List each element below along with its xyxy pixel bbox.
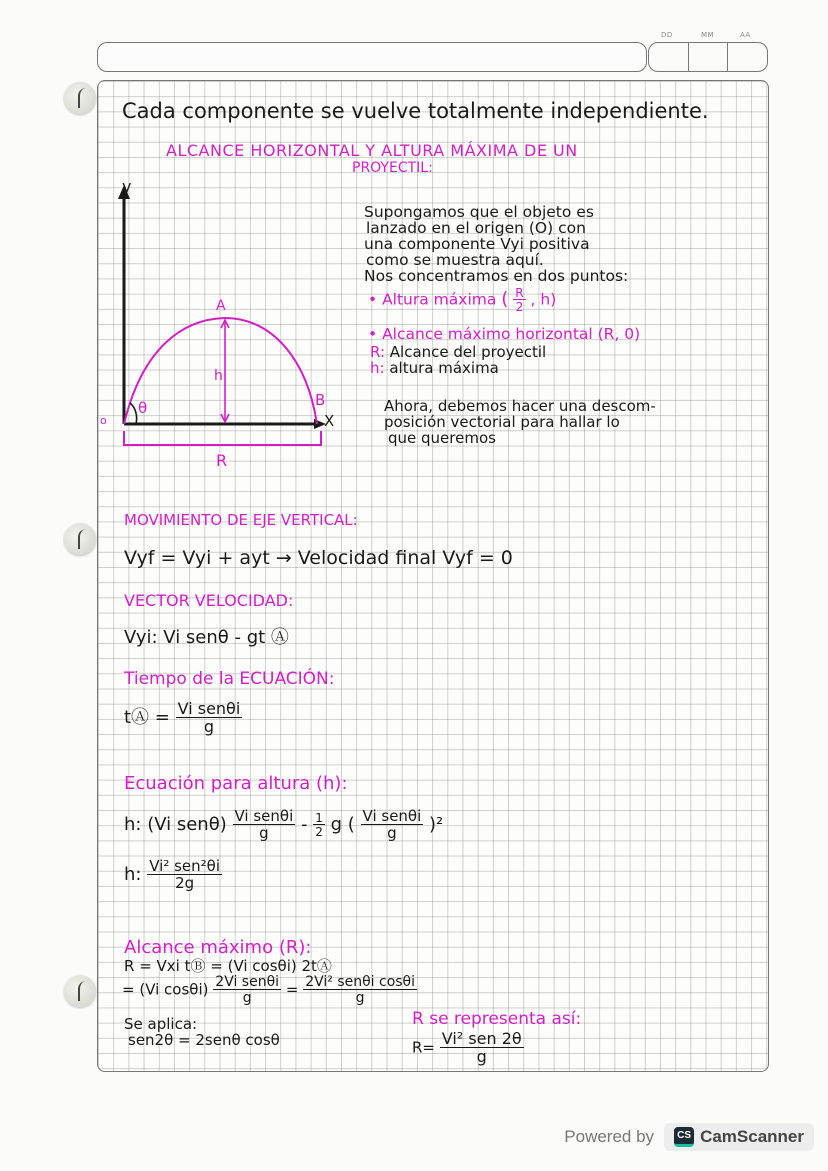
- y-axis: [118, 185, 130, 424]
- grid-page: [97, 80, 769, 1072]
- intro-text: Cada componente se vuelve totalmente independiente.: [122, 99, 709, 123]
- time-fraction: $\frac{\text{Vi senθi}}{g}$: [177, 699, 241, 736]
- binder-hole-middle: [64, 523, 96, 555]
- powered-by-text: Powered by: [564, 1127, 655, 1146]
- section-title-line1: ALCANCE HORIZONTAL Y ALTURA MÁXIMA DE UN: [166, 141, 578, 160]
- point-a-max-height: • Altura máxima ( $\frac{R}{2}$ , h): [368, 286, 557, 314]
- camscanner-badge: [664, 1123, 814, 1151]
- range-equation-1: R = Vxi tⒷ = (Vi cosθi) 2tⒶ: [124, 957, 332, 975]
- camscanner-brand: CamScanner: [700, 1127, 804, 1146]
- diagram-label-range: R: [216, 451, 228, 470]
- description-line-5: Nos concentramos en dos puntos:: [364, 267, 629, 285]
- date-field: [648, 42, 768, 72]
- binder-hole-bottom: [64, 975, 96, 1007]
- diagram-label-landing: B: [315, 391, 326, 409]
- decomposition-line-3: que queremos: [388, 429, 496, 447]
- height-equation-expanded: h: (Vi senθ) $\frac{\text{Vi senθi}}{g}$ - $\frac{1}{2}$ g ( $\frac{\text{Vi senθi}}{g}$ )²: [124, 807, 444, 842]
- angle-arc: [130, 403, 137, 424]
- vertical-motion-title: MOVIMIENTO DE EJE VERTICAL:: [124, 511, 358, 529]
- point-b-max-range: • Alcance máximo horizontal (R, 0): [368, 325, 641, 343]
- definition-r: R: Alcance del proyectil: [370, 343, 547, 361]
- diagram-label-x: X: [324, 412, 335, 430]
- double-angle-identity: sen2θ = 2senθ cosθ: [128, 1031, 280, 1049]
- range-equation-2: = (Vi cosθi) $\frac{\text{2Vi senθi}}{g}$ = $\frac{\text{2Vi² senθi cosθi}}{g}$: [122, 974, 416, 1006]
- vertical-motion-equation: Vyf = Vyi + ayt → Velocidad final Vyf = 0: [124, 547, 513, 569]
- decomposition-line-2: posición vectorial para hallar lo: [384, 413, 620, 431]
- result-title: R se representa así:: [412, 1009, 582, 1029]
- velocity-vector-title: VECTOR VELOCIDAD:: [124, 591, 294, 610]
- date-year-cell: [728, 43, 767, 71]
- diagram-label-height: h: [214, 368, 223, 384]
- date-label-day: DD: [661, 31, 673, 39]
- time-equation: tⒶ = $\frac{\text{Vi senθi}}{g}$: [124, 699, 241, 736]
- height-equation-result: h: $\frac{\text{Vi² sen²θi}}{2g}$: [124, 857, 221, 892]
- definition-h: h: altura máxima: [370, 359, 499, 377]
- decomposition-line-1: Ahora, debemos hacer una descom-: [384, 397, 656, 415]
- description-line-2: lanzado en el origen (O) con: [366, 219, 586, 237]
- description-line-3: una componente Vyi positiva: [364, 235, 590, 253]
- range-final-equation: R= $\frac{\text{Vi² sen 2θ}}{g}$: [412, 1029, 522, 1066]
- diagram-label-peak: A: [216, 298, 226, 314]
- notebook-title-field: [97, 42, 647, 72]
- height-equation-title: Ecuación para altura (h):: [124, 773, 348, 794]
- date-month-cell: [689, 43, 729, 71]
- range-title: Alcance máximo (R):: [124, 937, 312, 958]
- point-a-fraction: $\frac{R}{2}$: [515, 286, 524, 314]
- diagram-label-origin: o: [100, 414, 107, 427]
- apply-label: Se aplica:: [124, 1015, 198, 1033]
- projectile-diagram: [102, 179, 352, 479]
- description-line-4: como se muestra aquí.: [366, 251, 544, 269]
- date-day-cell: [649, 43, 689, 71]
- velocity-vector-equation: Vyi: Vi senθ - gt Ⓐ: [124, 627, 289, 648]
- section-title-line2: PROYECTIL:: [352, 160, 433, 176]
- range-bracket: [124, 431, 321, 445]
- time-equation-title: Tiempo de la ECUACIÓN:: [124, 669, 335, 689]
- diagram-label-angle: θ: [138, 399, 148, 417]
- date-label-year: AA: [740, 31, 751, 39]
- date-label-month: MM: [701, 31, 715, 39]
- camscanner-logo-icon: CS: [674, 1127, 694, 1147]
- camscanner-watermark: [564, 1123, 814, 1151]
- binder-hole-top: [64, 82, 96, 114]
- description-line-1: Supongamos que el objeto es: [364, 203, 594, 221]
- diagram-label-y: y: [122, 177, 132, 196]
